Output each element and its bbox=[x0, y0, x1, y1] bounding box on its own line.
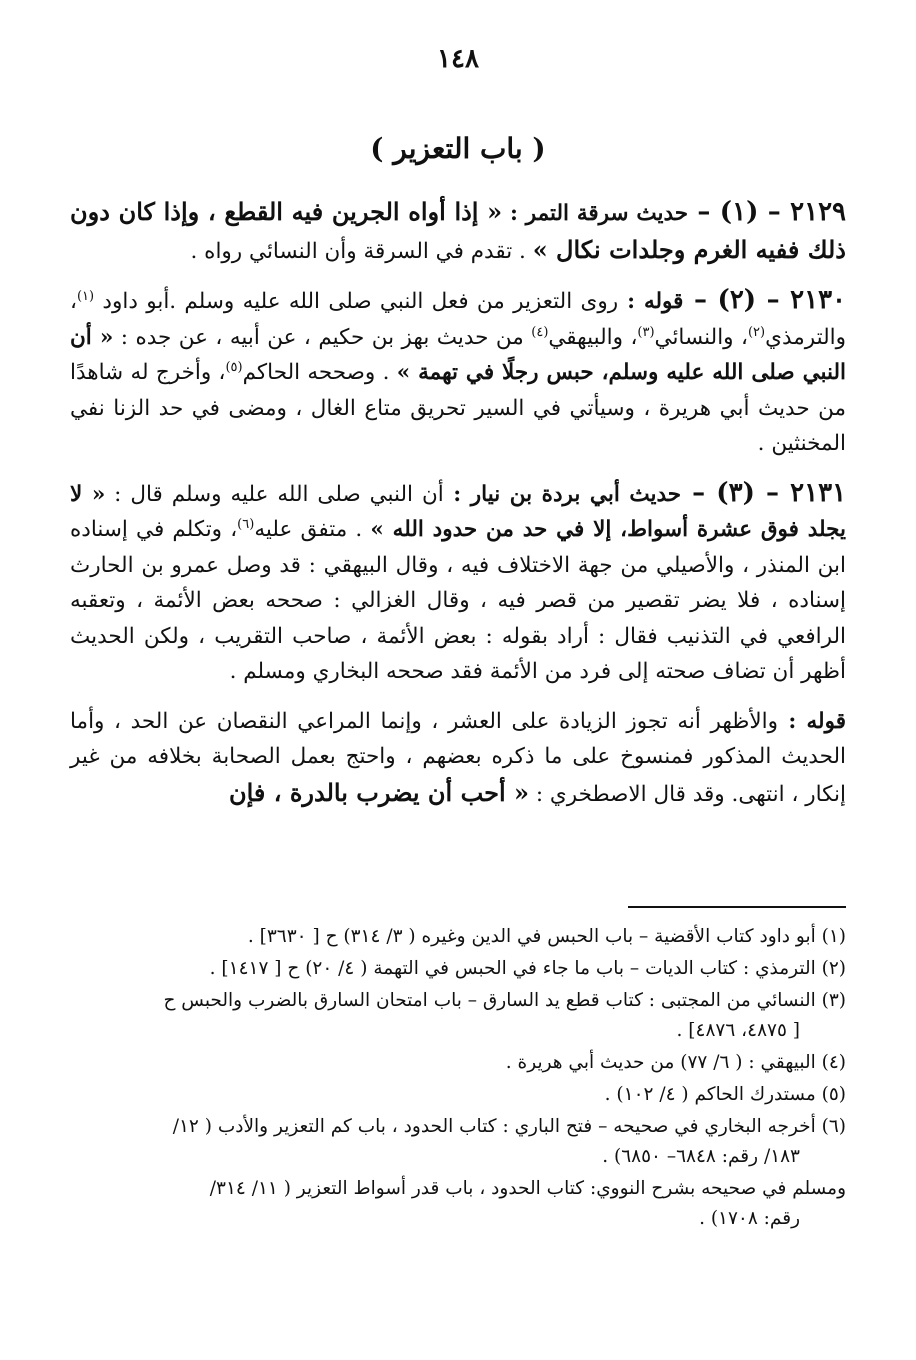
footnote-continuation: ١٨٣/ رقم: ٦٨٤٨– ٦٨٥٠) . bbox=[602, 1146, 800, 1167]
footnote-2 bbox=[70, 954, 846, 984]
hadith-text: من حديث بهز بن حكيم ، عن أبيه ، عن جده : bbox=[113, 324, 532, 350]
hadith-text: روى التعزير من فعل النبي صلى الله عليه وسلم .أبو داود bbox=[102, 289, 619, 314]
footnote-ref: (١) bbox=[76, 288, 95, 304]
footnote-ref: (٣) bbox=[637, 324, 655, 340]
footnote-ref: (٦) bbox=[237, 516, 255, 532]
footnote-6 bbox=[70, 1112, 846, 1172]
hadith-text: . وصححه الحاكم bbox=[242, 360, 397, 385]
footnote-6b bbox=[70, 1174, 846, 1234]
page-number: ١٤٨ bbox=[437, 44, 479, 74]
footnote-ref: (٤) bbox=[531, 324, 549, 340]
hadith-text: ، وأخرج له شاهدًا من حديث أبي هريرة ، وسيأتي في السير تحريق متاع الغال ، ومضى في حد الزنا نفي المخنثين . bbox=[70, 360, 846, 456]
footnote-1 bbox=[70, 922, 846, 952]
hadith-quote: « لا يجلد فوق عشرة أسواط، إلا في حد من حدود الله » bbox=[70, 481, 846, 542]
footnote-text: (١) أبو داود كتاب الأقضية – باب الحبس في الدين وغيره ( ٣/ ٣١٤) ح [ ٣٦٣٠] . bbox=[247, 926, 846, 947]
chapter-title: ( باب التعزير ) bbox=[370, 132, 546, 165]
hadith-heading: قوله : bbox=[618, 289, 684, 314]
hadith-text: . متفق عليه bbox=[254, 517, 371, 542]
hadith-text: . تقدم في السرقة وأن النسائي رواه . bbox=[190, 238, 533, 264]
hadith-number: ٢١٢٩ – (١) – bbox=[688, 197, 846, 227]
main-text bbox=[70, 194, 846, 826]
hadith-text: ، والترمذي bbox=[70, 289, 846, 350]
footnote-5 bbox=[70, 1080, 846, 1110]
footnotes bbox=[70, 922, 846, 1236]
commentary-text: والأظهر أنه تجوز الزيادة على العشر ، وإنما المراعي النقصان عن الحد ، وأما الحديث المذكور فمنسوخ على ما ذكره بعضهم ، واحتج بعمل الصحابة بخلافه من غير إنكار ، انتهى. وقد قال الاصطخري : bbox=[70, 708, 846, 807]
footnote-continuation: رقم: ١٧٠٨) . bbox=[699, 1208, 800, 1229]
hadith-heading: حديث أبي بردة بن نيار : bbox=[443, 481, 682, 507]
commentary-quote: « أحب أن يضرب بالدرة ، فإن bbox=[228, 777, 529, 807]
hadith-text: أن النبي صلى الله عليه وسلم قال : bbox=[105, 481, 444, 507]
hadith-number: ٢١٣٠ – (٢) – bbox=[683, 285, 847, 315]
footnote-text: (٥) مستدرك الحاكم ( ٤/ ١٠٢) . bbox=[604, 1084, 846, 1105]
footnote-3 bbox=[70, 986, 846, 1046]
hadith-quote: « أن النبي صلى الله عليه وسلم، حبس رجلًا في تهمة » bbox=[70, 324, 846, 385]
commentary-paragraph bbox=[70, 704, 846, 813]
hadith-number: ٢١٣١ – (٣) – bbox=[681, 477, 847, 508]
footnote-text: ومسلم في صحيحه بشرح النووي: كتاب الحدود ، باب قدر أسواط التعزير ( ١١/ ٣١٤/ bbox=[209, 1178, 846, 1199]
footnote-continuation: [ ٤٨٧٥، ٤٨٧٦] . bbox=[676, 1020, 800, 1041]
footnote-text: (٢) الترمذي : كتاب الديات – باب ما جاء في الحبس في التهمة ( ٤/ ٢٠) ح [ ١٤١٧] . bbox=[209, 958, 846, 979]
footnote-text: (٦) أخرجه البخاري في صحيحه – فتح الباري : كتاب الحدود ، باب كم التعزير والأدب ( ١٢/ bbox=[172, 1116, 846, 1137]
footnote-ref: (٥) bbox=[225, 359, 243, 375]
hadith-paragraph-2129 bbox=[70, 194, 846, 269]
footnote-text: (٤) البيهقي : ( ٦/ ٧٧) من حديث أبي هريرة . bbox=[505, 1052, 846, 1073]
footnote-4 bbox=[70, 1048, 846, 1078]
footnote-ref: (٢) bbox=[747, 324, 766, 340]
commentary-heading: قوله : bbox=[778, 708, 846, 734]
hadith-heading: حديث سرقة التمر : bbox=[502, 201, 689, 226]
hadith-text: ، والبيهقي bbox=[548, 324, 638, 350]
hadith-paragraph-2131 bbox=[70, 476, 846, 690]
footnote-divider bbox=[628, 906, 846, 908]
hadith-text: ، والنسائي bbox=[654, 324, 748, 350]
footnote-text: (٣) النسائي من المجتبى : كتاب قطع يد السارق – باب امتحان السارق بالضرب والحبس ح bbox=[163, 990, 846, 1011]
hadith-paragraph-2130 bbox=[70, 283, 846, 462]
hadith-text: ، وتكلم في إسناده ابن المنذر ، والأصيلي من جهة الاختلاف فيه ، وقال البيهقي : قد وصل عمرو بن الحارث إسناده ، فلا يضر تقصير من قصر فيه ، وقال الغزالي : صححه بعض الأئمة ، وتعقبه الرافعي في التذنيب فقال : أراد بقوله : بعض الأئمة ، صاحب التقريب ، ولكن الحديث أظهر أن تضاف صحته إلى فرد من الأئمة فقد صححه البخاري ومسلم . bbox=[70, 517, 846, 684]
hadith-quote: « إذا أواه الجرين فيه القطع ، وإذا كان دون ذلك ففيه الغرم وجلدات نكال » bbox=[70, 197, 846, 264]
